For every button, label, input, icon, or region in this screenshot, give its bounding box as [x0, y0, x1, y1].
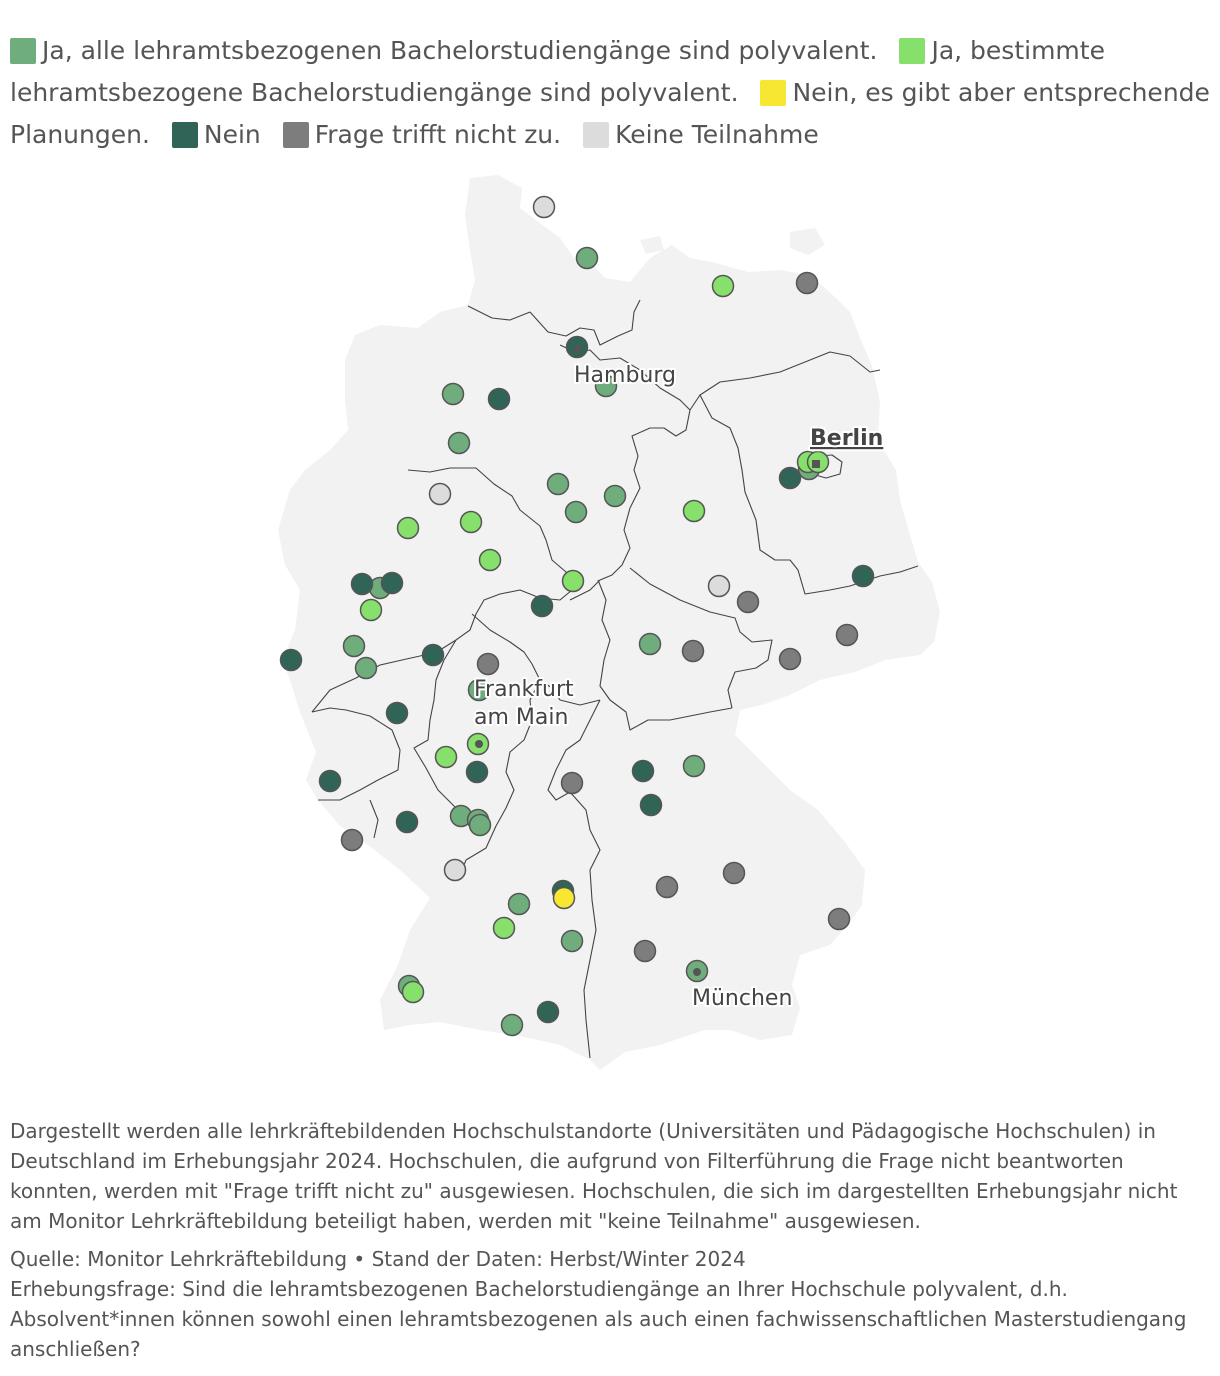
university-marker-ja-alle[interactable] [605, 486, 626, 507]
university-marker-ja-bestimmte[interactable] [436, 747, 457, 768]
city-label-hamburg: Hamburg [574, 363, 676, 388]
university-marker-ja-alle[interactable] [509, 894, 530, 915]
university-marker-ja-bestimmte[interactable] [398, 518, 419, 539]
university-marker-trifft-nicht[interactable] [635, 941, 656, 962]
germany-map [0, 160, 1220, 1090]
university-marker-ja-alle[interactable] [449, 433, 470, 454]
university-marker-ja-bestimmte[interactable] [461, 512, 482, 533]
university-marker-ja-alle[interactable] [566, 502, 587, 523]
university-marker-ja-alle[interactable] [562, 931, 583, 952]
university-marker-keine[interactable] [445, 860, 466, 881]
university-marker-ja-bestimmte[interactable] [480, 550, 501, 571]
footer-note: Dargestellt werden alle lehrkräftebildenden Hochschulstandorte (Universitäten und Pädagogische Hochschulen) in Deutschland im Erhebungsjahr 2024. Hochschulen, die aufgrund von Filterführung die Frage nicht beantworten konnten, werden mit "Frage trifft nicht zu" ausgewiesen. Hochschulen, die sich im dargestellten Erhebungsjahr nicht am Monitor Lehrkräftebildung beteiligt haben, werden mit "keine Teilnahme" ausgewiesen. [10, 1119, 1178, 1233]
legend-label: Ja, bestimmte lehramtsbezogene Bachelorstudiengänge sind polyvalent. [10, 36, 1105, 107]
university-marker-trifft-nicht[interactable] [829, 909, 850, 930]
university-marker-ja-alle[interactable] [344, 636, 365, 657]
university-marker-nein-planung[interactable] [554, 888, 575, 909]
university-marker-ja-alle[interactable] [548, 474, 569, 495]
legend-item-nein[interactable] [172, 120, 261, 149]
university-marker-keine[interactable] [534, 197, 555, 218]
university-marker-trifft-nicht[interactable] [797, 273, 818, 294]
university-marker-nein[interactable] [633, 761, 654, 782]
legend-swatch [899, 38, 925, 64]
university-marker-ja-alle[interactable] [502, 1015, 523, 1036]
legend-item-trifft-nicht[interactable] [283, 120, 561, 149]
legend-label: Nein, es gibt aber entsprechende Planungen. [10, 78, 1210, 149]
university-marker-ja-alle[interactable] [577, 248, 598, 269]
germany-outline [278, 175, 940, 1070]
university-marker-nein[interactable] [397, 812, 418, 833]
university-marker-nein[interactable] [489, 389, 510, 410]
city-label-muenchen: München [692, 986, 793, 1011]
university-marker-ja-bestimmte[interactable] [713, 276, 734, 297]
university-marker-nein[interactable] [467, 762, 488, 783]
university-marker-trifft-nicht[interactable] [724, 863, 745, 884]
university-marker-trifft-nicht[interactable] [738, 592, 759, 613]
university-marker-trifft-nicht[interactable] [837, 625, 858, 646]
university-marker-ja-bestimmte[interactable] [403, 982, 424, 1003]
university-marker-keine[interactable] [430, 484, 451, 505]
island-ruegen [790, 228, 825, 255]
legend-item-keine-teilnahme[interactable] [583, 120, 819, 149]
university-marker-trifft-nicht[interactable] [478, 654, 499, 675]
university-marker-nein[interactable] [780, 468, 801, 489]
city-label-frankfurt-2: am Main [474, 705, 569, 730]
legend-label: Nein [203, 120, 261, 149]
university-marker-nein[interactable] [382, 573, 403, 594]
island-fehmarn [640, 236, 664, 254]
university-marker-nein[interactable] [281, 650, 302, 671]
university-marker-ja-bestimmte[interactable] [684, 501, 705, 522]
university-marker-nein[interactable] [532, 596, 553, 617]
footer-source: Quelle: Monitor Lehrkräftebildung • Stand der Daten: Herbst/Winter 2024 [10, 1247, 746, 1271]
capital-marker-berlin [812, 460, 820, 468]
city-dot-hamburg [574, 345, 582, 353]
university-marker-trifft-nicht[interactable] [657, 877, 678, 898]
city-dot-frankfurt [475, 740, 483, 748]
university-marker-ja-alle[interactable] [356, 658, 377, 679]
university-marker-nein[interactable] [641, 795, 662, 816]
legend-label: Ja, alle lehramtsbezogenen Bachelorstudiengänge sind polyvalent. [42, 36, 878, 65]
university-marker-nein[interactable] [387, 703, 408, 724]
university-marker-ja-alle[interactable] [640, 634, 661, 655]
university-marker-ja-bestimmte[interactable] [494, 918, 515, 939]
university-marker-ja-alle[interactable] [443, 384, 464, 405]
legend-label: Frage trifft nicht zu. [314, 120, 562, 149]
legend [10, 30, 1210, 156]
university-marker-nein[interactable] [423, 645, 444, 666]
footer [10, 1116, 1205, 1364]
university-marker-keine[interactable] [709, 576, 730, 597]
legend-swatch [172, 122, 198, 148]
university-marker-nein[interactable] [538, 1002, 559, 1023]
legend-swatch [760, 80, 786, 106]
university-marker-nein[interactable] [352, 574, 373, 595]
city-dot-muenchen [693, 968, 701, 976]
university-marker-ja-alle[interactable] [470, 815, 491, 836]
university-marker-ja-bestimmte[interactable] [361, 600, 382, 621]
university-marker-nein[interactable] [853, 566, 874, 587]
university-marker-trifft-nicht[interactable] [562, 773, 583, 794]
legend-label: Keine Teilnahme [615, 120, 819, 149]
city-label-berlin: Berlin [810, 426, 884, 451]
footer-question: Erhebungsfrage: Sind die lehramtsbezogenen Bachelorstudiengänge an Ihrer Hochschule polyvalent, d.h. Absolvent*innen können sowohl einen lehramtsbezogenen als auch einen fachwissenschaftlichen Masterstudiengang anschließen? [10, 1277, 1187, 1361]
university-marker-ja-bestimmte[interactable] [563, 571, 584, 592]
university-marker-trifft-nicht[interactable] [342, 830, 363, 851]
university-marker-nein[interactable] [320, 771, 341, 792]
legend-swatch [283, 122, 309, 148]
legend-item-ja-alle[interactable] [10, 36, 878, 65]
legend-swatch [583, 122, 609, 148]
legend-swatch [10, 38, 36, 64]
university-marker-trifft-nicht[interactable] [780, 649, 801, 670]
city-label-frankfurt: Frankfurt [474, 677, 574, 702]
university-marker-ja-alle[interactable] [684, 756, 705, 777]
university-marker-trifft-nicht[interactable] [683, 641, 704, 662]
